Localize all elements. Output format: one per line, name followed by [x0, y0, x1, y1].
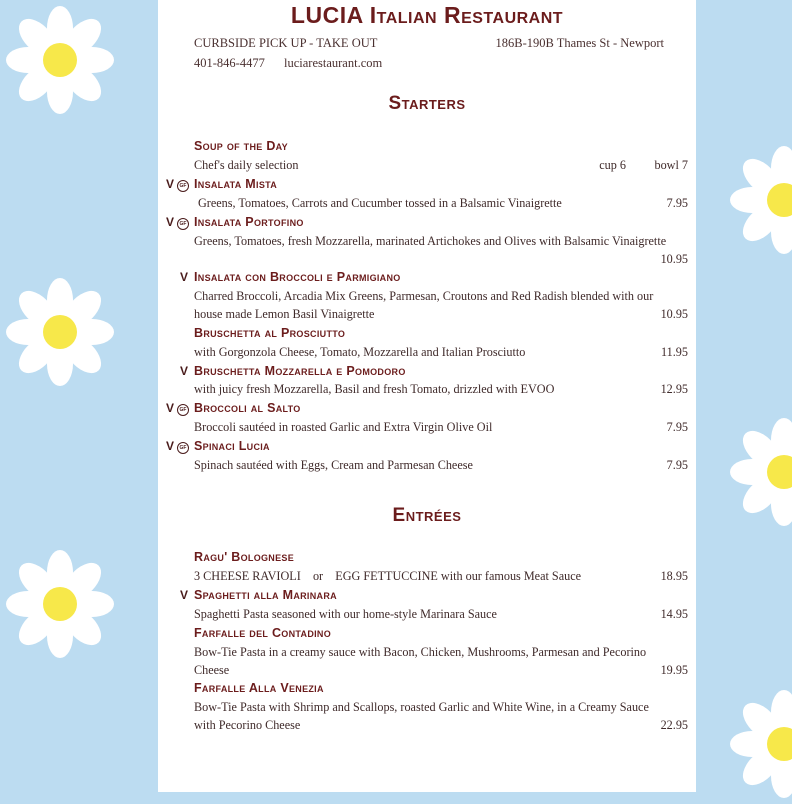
website: luciarestaurant.com [284, 56, 383, 70]
menu-item-price: 11.95 [661, 345, 688, 359]
menu-item-name: Ragu' Bolognese [194, 550, 295, 564]
menu-item-desc: Chef's daily selection [194, 158, 299, 172]
menu-item-desc: 3 CHEESE RAVIOLI or EGG FETTUCCINE with our famous Meat Sauce [194, 569, 582, 583]
dietary-marker [166, 215, 189, 230]
daisy-decoration [0, 544, 120, 664]
vegetarian-icon: V [180, 270, 189, 284]
entrees-heading: Entrées [392, 505, 462, 526]
menu-item-name: Insalata con Broccoli e Parmigiano [194, 270, 401, 284]
menu-item-desc: Cheese [194, 663, 230, 677]
daisy-decoration [724, 412, 792, 532]
menu-item-desc: Bow-Tie Pasta in a creamy sauce with Bacon, Chicken, Mushrooms, Parmesan and Pecorino [194, 645, 647, 659]
menu-item-price: 12.95 [660, 382, 688, 396]
menu-item-desc: Broccoli sautéed in roasted Garlic and Extra Virgin Olive Oil [194, 420, 493, 434]
menu-item-price: 18.95 [660, 569, 688, 583]
gluten-free-icon: GF [177, 218, 189, 230]
vegetarian-icon: V [180, 364, 189, 378]
service-type: CURBSIDE PICK UP - TAKE OUT [194, 36, 378, 50]
menu-item-name: Insalata Mista [194, 177, 278, 191]
menu-item-price: 7.95 [666, 458, 688, 472]
daisy-decoration [0, 0, 120, 120]
menu-item-desc: Spaghetti Pasta seasoned with our home-style Marinara Sauce [194, 607, 497, 621]
menu-item-name: Soup of the Day [194, 139, 288, 153]
menu-item-name: Farfalle del Contadino [194, 626, 332, 640]
daisy-decoration [724, 140, 792, 260]
gluten-free-icon: GF [177, 180, 189, 192]
dietary-marker [180, 364, 188, 378]
gluten-free-icon: GF [177, 404, 189, 416]
menu-item-price: 19.95 [660, 663, 688, 677]
menu-item-price: 22.95 [660, 718, 688, 732]
daisy-decoration [0, 272, 120, 392]
menu-item-desc: with juicy fresh Mozzarella, Basil and fresh Tomato, drizzled with EVOO [194, 382, 555, 396]
vegetarian-icon: V [166, 215, 175, 229]
menu-item-price-bowl: bowl 7 [654, 158, 688, 172]
starters-heading: Starters [388, 93, 466, 114]
vegetarian-icon: V [166, 439, 175, 453]
menu-item-name: Farfalle Alla Venezia [194, 681, 324, 695]
menu-item-price: 10.95 [660, 252, 688, 266]
restaurant-name: LUCIA Italian Restaurant [290, 2, 564, 28]
menu-item-price: 14.95 [660, 607, 688, 621]
address: 186B-190B Thames St - Newport [495, 36, 664, 50]
menu-item-price: 7.95 [666, 420, 688, 434]
menu-item-desc: Charred Broccoli, Arcadia Mix Greens, Parmesan, Croutons and Red Radish blended with our [194, 289, 654, 303]
menu-item-price: 7.95 [666, 196, 688, 210]
gluten-free-icon: GF [177, 442, 189, 454]
menu-item-desc: Greens, Tomatoes, Carrots and Cucumber tossed in a Balsamic Vinaigrette [198, 196, 562, 210]
menu-item-desc: Bow-Tie Pasta with Shrimp and Scallops, roasted Garlic and White Wine, in a Creamy Sauce [194, 700, 649, 714]
vegetarian-icon: V [166, 401, 175, 415]
menu-item-name: Bruschetta Mozzarella e Pomodoro [194, 364, 406, 378]
vegetarian-icon: V [180, 588, 189, 602]
menu-page [158, 0, 696, 792]
phone: 401-846-4477 [194, 56, 265, 70]
menu-item-desc: house made Lemon Basil Vinaigrette [194, 307, 375, 321]
daisy-decoration [724, 684, 792, 804]
menu-item-desc: Greens, Tomatoes, fresh Mozzarella, marinated Artichokes and Olives with Balsamic Vinaigrette [194, 234, 667, 248]
menu-item-price: 10.95 [660, 307, 688, 321]
dietary-marker [166, 177, 189, 192]
menu-item-desc: with Pecorino Cheese [194, 718, 301, 732]
menu-item-name: Spinaci Lucia [194, 439, 270, 453]
menu-item-name: Insalata Portofino [194, 215, 304, 229]
menu-item-desc: Spinach sautéed with Eggs, Cream and Parmesan Cheese [194, 458, 473, 472]
menu-item-price-cup: cup 6 [599, 158, 626, 172]
menu-item-desc: with Gorgonzola Cheese, Tomato, Mozzarella and Italian Prosciutto [194, 345, 526, 359]
menu-item-name: Bruschetta al Prosciutto [194, 326, 346, 340]
dietary-marker [180, 270, 188, 284]
menu-item-name: Broccoli al Salto [194, 401, 301, 415]
vegetarian-icon: V [166, 177, 175, 191]
dietary-marker [166, 401, 189, 416]
dietary-marker [180, 588, 188, 602]
dietary-marker [166, 439, 189, 454]
menu-item-name: Spaghetti alla Marinara [194, 588, 337, 602]
